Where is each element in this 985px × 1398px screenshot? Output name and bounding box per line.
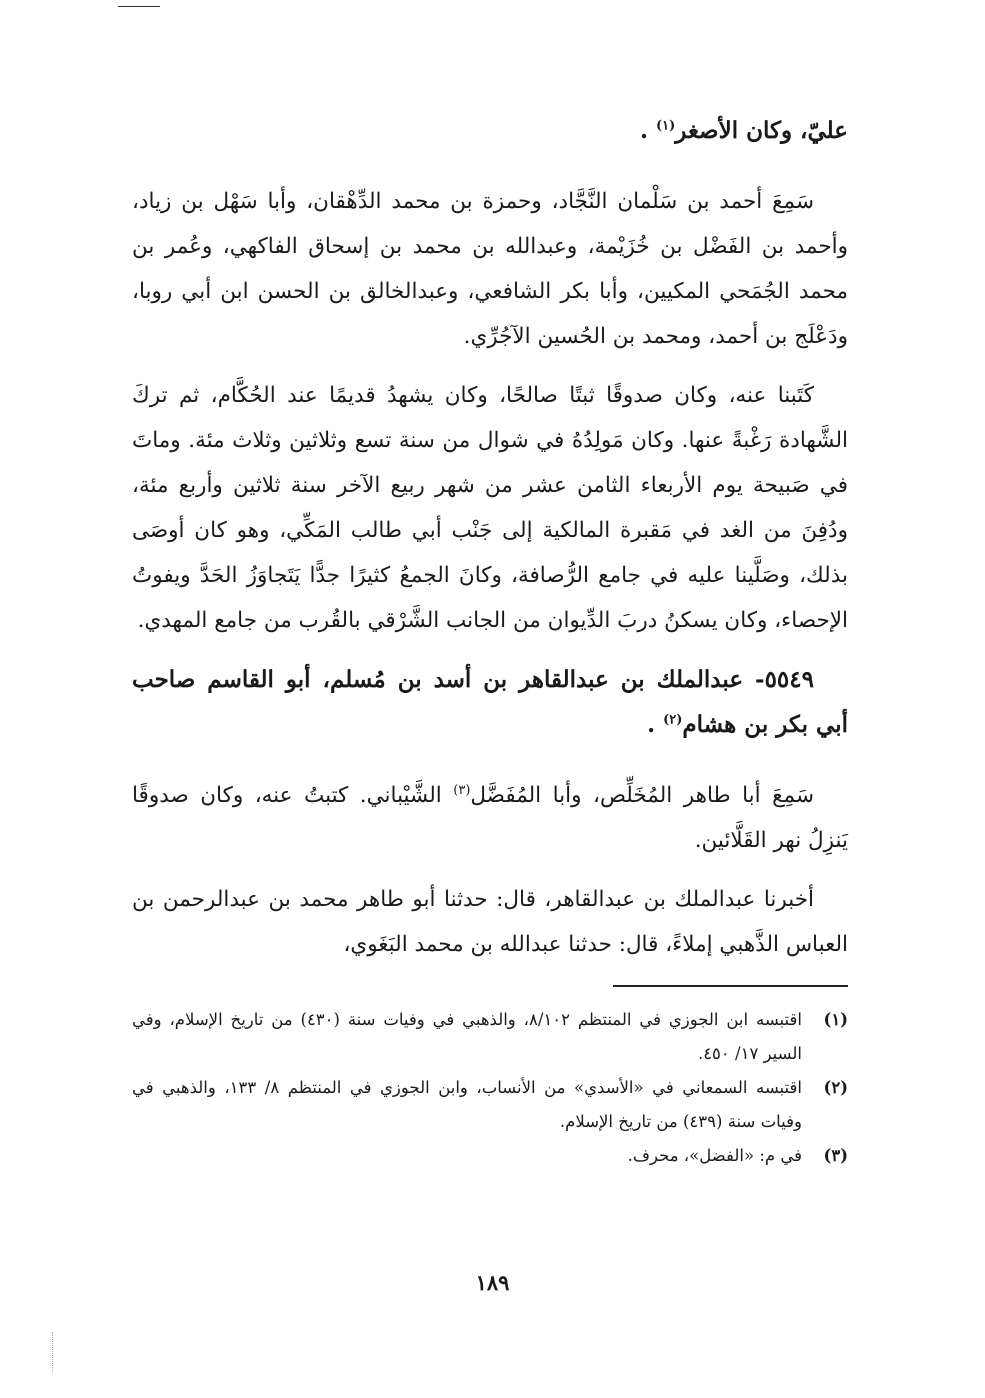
footnote-number: (٣) (823, 1146, 848, 1165)
scan-margin-mark (52, 1332, 54, 1372)
continuation-line: عليّ، وكان الأصغر$^{(١)}$ . (639, 117, 848, 144)
entry-heading-5549: ٥٥٤٩- عبدالملك بن عبدالقاهر بن أسد بن مُسلم، أبو القاسم صاحب أبي بكر بن هشام$^{(٢)}$ . (132, 666, 848, 738)
footnote-1 (132, 1003, 848, 1071)
footnote-ref-1: (١) (655, 118, 676, 134)
footnote-text: في م: «الفضل»، محرف. (627, 1146, 802, 1165)
footnote-number: (٢) (823, 1078, 848, 1097)
footnote-number: (١) (823, 1010, 848, 1029)
footnote-text: اقتبسه ابن الجوزي في المنتظم ٨/١٠٢، والذهبي في وفيات سنة (٤٣٠) من تاريخ الإسلام، وفي السير ١٧/ ٤٥٠. (132, 1010, 802, 1063)
footnote-text: اقتبسه السمعاني في «الأسدي» من الأنساب، وابن الجوزي في المنتظم ٨/ ١٣٣، والذهبي في وفيات سنة (٤٣٩) من تاريخ الإسلام. (132, 1078, 802, 1131)
main-text (132, 108, 848, 967)
header-rule (118, 6, 160, 7)
footnote-separator (613, 985, 848, 987)
footnote-ref-2: (٢) (663, 712, 683, 728)
page-number: ١٨٩ (475, 1270, 510, 1295)
paragraph-entry-teachers: سَمِعَ أبا طاهر المُخَلِّص، وأبا المُفَضَّل$^{(٣)}$ الشَّيْباني. كتبتُ عنه، وكان صدوقًا يَنزِلُ نهر القَلَّائين. (132, 782, 848, 853)
footnote-ref-3: (٣) (453, 782, 471, 798)
paragraph-biography: كَتَبنا عنه، وكان صدوقًا ثبتًا صالحًا، وكان يشهدُ قديمًا عند الحُكَّام، ثم تركَ الشَّهادة رَغْبةً عنها. وكان مَولِدُهُ في شوال من سنة تسع وثلاثين وثلاث مئة. وماتَ في صَبيحة يوم الأربعاء الثامن عشر من شهر ربيع الآخر سنة ثلاثين وأربع مئة، ودُفِنَ من الغد في مَقبرة المالكية إلى جَنْب أبي طالب المَكِّي، وهو كان أوصَى بذلك، وصَلَّينا عليه في جامع الرُّصافة، وكانَ الجمعُ كثيرًا جدًّا يَتَجاوَزُ الحَدَّ ويفوتُ الإحصاء، وكان يسكنُ دربَ الدِّيوان من الجانب الشَّرْقي بالقُرب من جامع المهدي. (132, 383, 848, 633)
paragraph-teachers: سَمِعَ أحمد بن سَلْمان النَّجَّاد، وحمزة بن محمد الدِّهْقان، وأبا سَهْل بن زياد، وأحمد بن الفَضْل بن خُزَيْمة، وعبدالله بن محمد بن إسحاق الفاكهي، وعُمر بن محمد الجُمَحي المكيين، وأبا بكر الشافعي، وعبدالخالق بن الحسن ابن أبي روبا، ودَعْلَج بن أحمد، ومحمد بن الحُسين الآجُرِّي. (132, 189, 848, 349)
footnotes (132, 1003, 848, 1173)
paragraph-isnad: أخبرنا عبدالملك بن عبدالقاهر، قال: حدثنا أبو طاهر محمد بن عبدالرحمن بن العباس الذَّهبي إملاءً، قال: حدثنا عبدالله بن محمد البَغَوي، (132, 887, 848, 957)
footnote-3 (132, 1139, 848, 1173)
footnote-2 (132, 1071, 848, 1139)
